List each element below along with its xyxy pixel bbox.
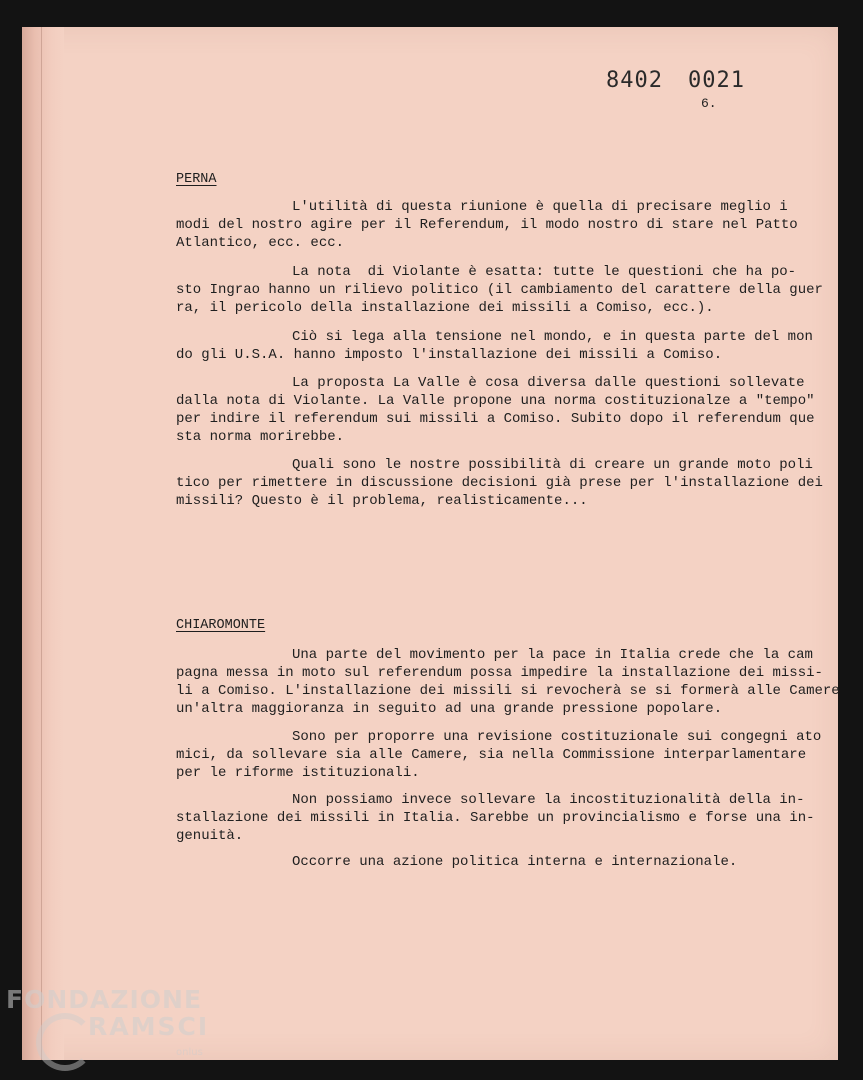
text-line: sto Ingrao hanno un rilievo politico (il cambiamento del carattere della guer	[176, 282, 823, 298]
text-line: ra, il pericolo della installazione dei missili a Comiso, ecc.).	[176, 300, 714, 316]
text-line: modi del nostro agire per il Referendum, il modo nostro di stare nel Patto	[176, 217, 798, 233]
watermark-gramsci: RAMSCI	[88, 1012, 210, 1041]
watermark-logo-icon	[36, 1013, 94, 1071]
text-line: dalla nota di Violante. La Valle propone una norma costituzionalze a "tempo"	[176, 393, 815, 409]
text-line: sta norma morirebbe.	[176, 429, 345, 445]
document-page	[22, 27, 838, 1060]
text-line: La nota di Violante è esatta: tutte le questioni che ha po-	[292, 264, 797, 280]
binding-fold-line	[41, 27, 42, 1060]
text-line: Quali sono le nostre possibilità di creare un grande moto poli	[292, 457, 813, 473]
text-line: do gli U.S.A. hanno imposto l'installazione dei missili a Comiso.	[176, 347, 723, 363]
text-line: genuità.	[176, 828, 244, 844]
text-line: li a Comiso. L'installazione dei missili si revocherà se si formerà alle Camere	[176, 683, 840, 699]
text-line: Occorre una azione politica interna e internazionale.	[292, 854, 738, 870]
speaker-heading-perna: PERNA	[176, 172, 217, 187]
text-line: tico per rimettere in discussione decisioni già prese per l'installazione dei	[176, 475, 823, 491]
text-line: missili? Questo è il problema, realisticamente...	[176, 493, 588, 509]
text-line: stallazione dei missili in Italia. Sarebbe un provincialismo e forse una in-	[176, 810, 815, 826]
archive-stamp-left: 8402	[606, 68, 663, 93]
text-line: Una parte del movimento per la pace in Italia crede che la cam	[292, 647, 813, 663]
text-line: per indire il referendum sui missili a Comiso. Subito dopo il referendum que	[176, 411, 815, 427]
page-binding-edge	[22, 27, 64, 1060]
text-line: Non possiamo invece sollevare la incostituzionalità della in-	[292, 792, 805, 808]
text-line: L'utilità di questa riunione è quella di precisare meglio i	[292, 199, 788, 215]
watermark-onlus: onlus	[176, 1047, 203, 1058]
watermark-fondazione: FONDAZIONE	[6, 985, 203, 1014]
text-line: pagna messa in moto sul referendum possa impedire la installazione dei missi-	[176, 665, 823, 681]
text-line: per le riforme istituzionali.	[176, 765, 420, 781]
text-line: Atlantico, ecc. ecc.	[176, 235, 345, 251]
text-line: Ciò si lega alla tensione nel mondo, e in questa parte del mon	[292, 329, 813, 345]
text-line: Sono per proporre una revisione costituzionale sui congegni ato	[292, 729, 822, 745]
text-line: mici, da sollevare sia alle Camere, sia nella Commissione interparlamentare	[176, 747, 807, 763]
page-number: 6.	[701, 96, 717, 111]
archive-stamp-right: 0021	[688, 68, 745, 93]
text-line: un'altra maggioranza in seguito ad una grande pressione popolare.	[176, 701, 723, 717]
text-line: La proposta La Valle è cosa diversa dalle questioni sollevate	[292, 375, 805, 391]
speaker-heading-chiaromonte: CHIAROMONTE	[176, 618, 266, 633]
